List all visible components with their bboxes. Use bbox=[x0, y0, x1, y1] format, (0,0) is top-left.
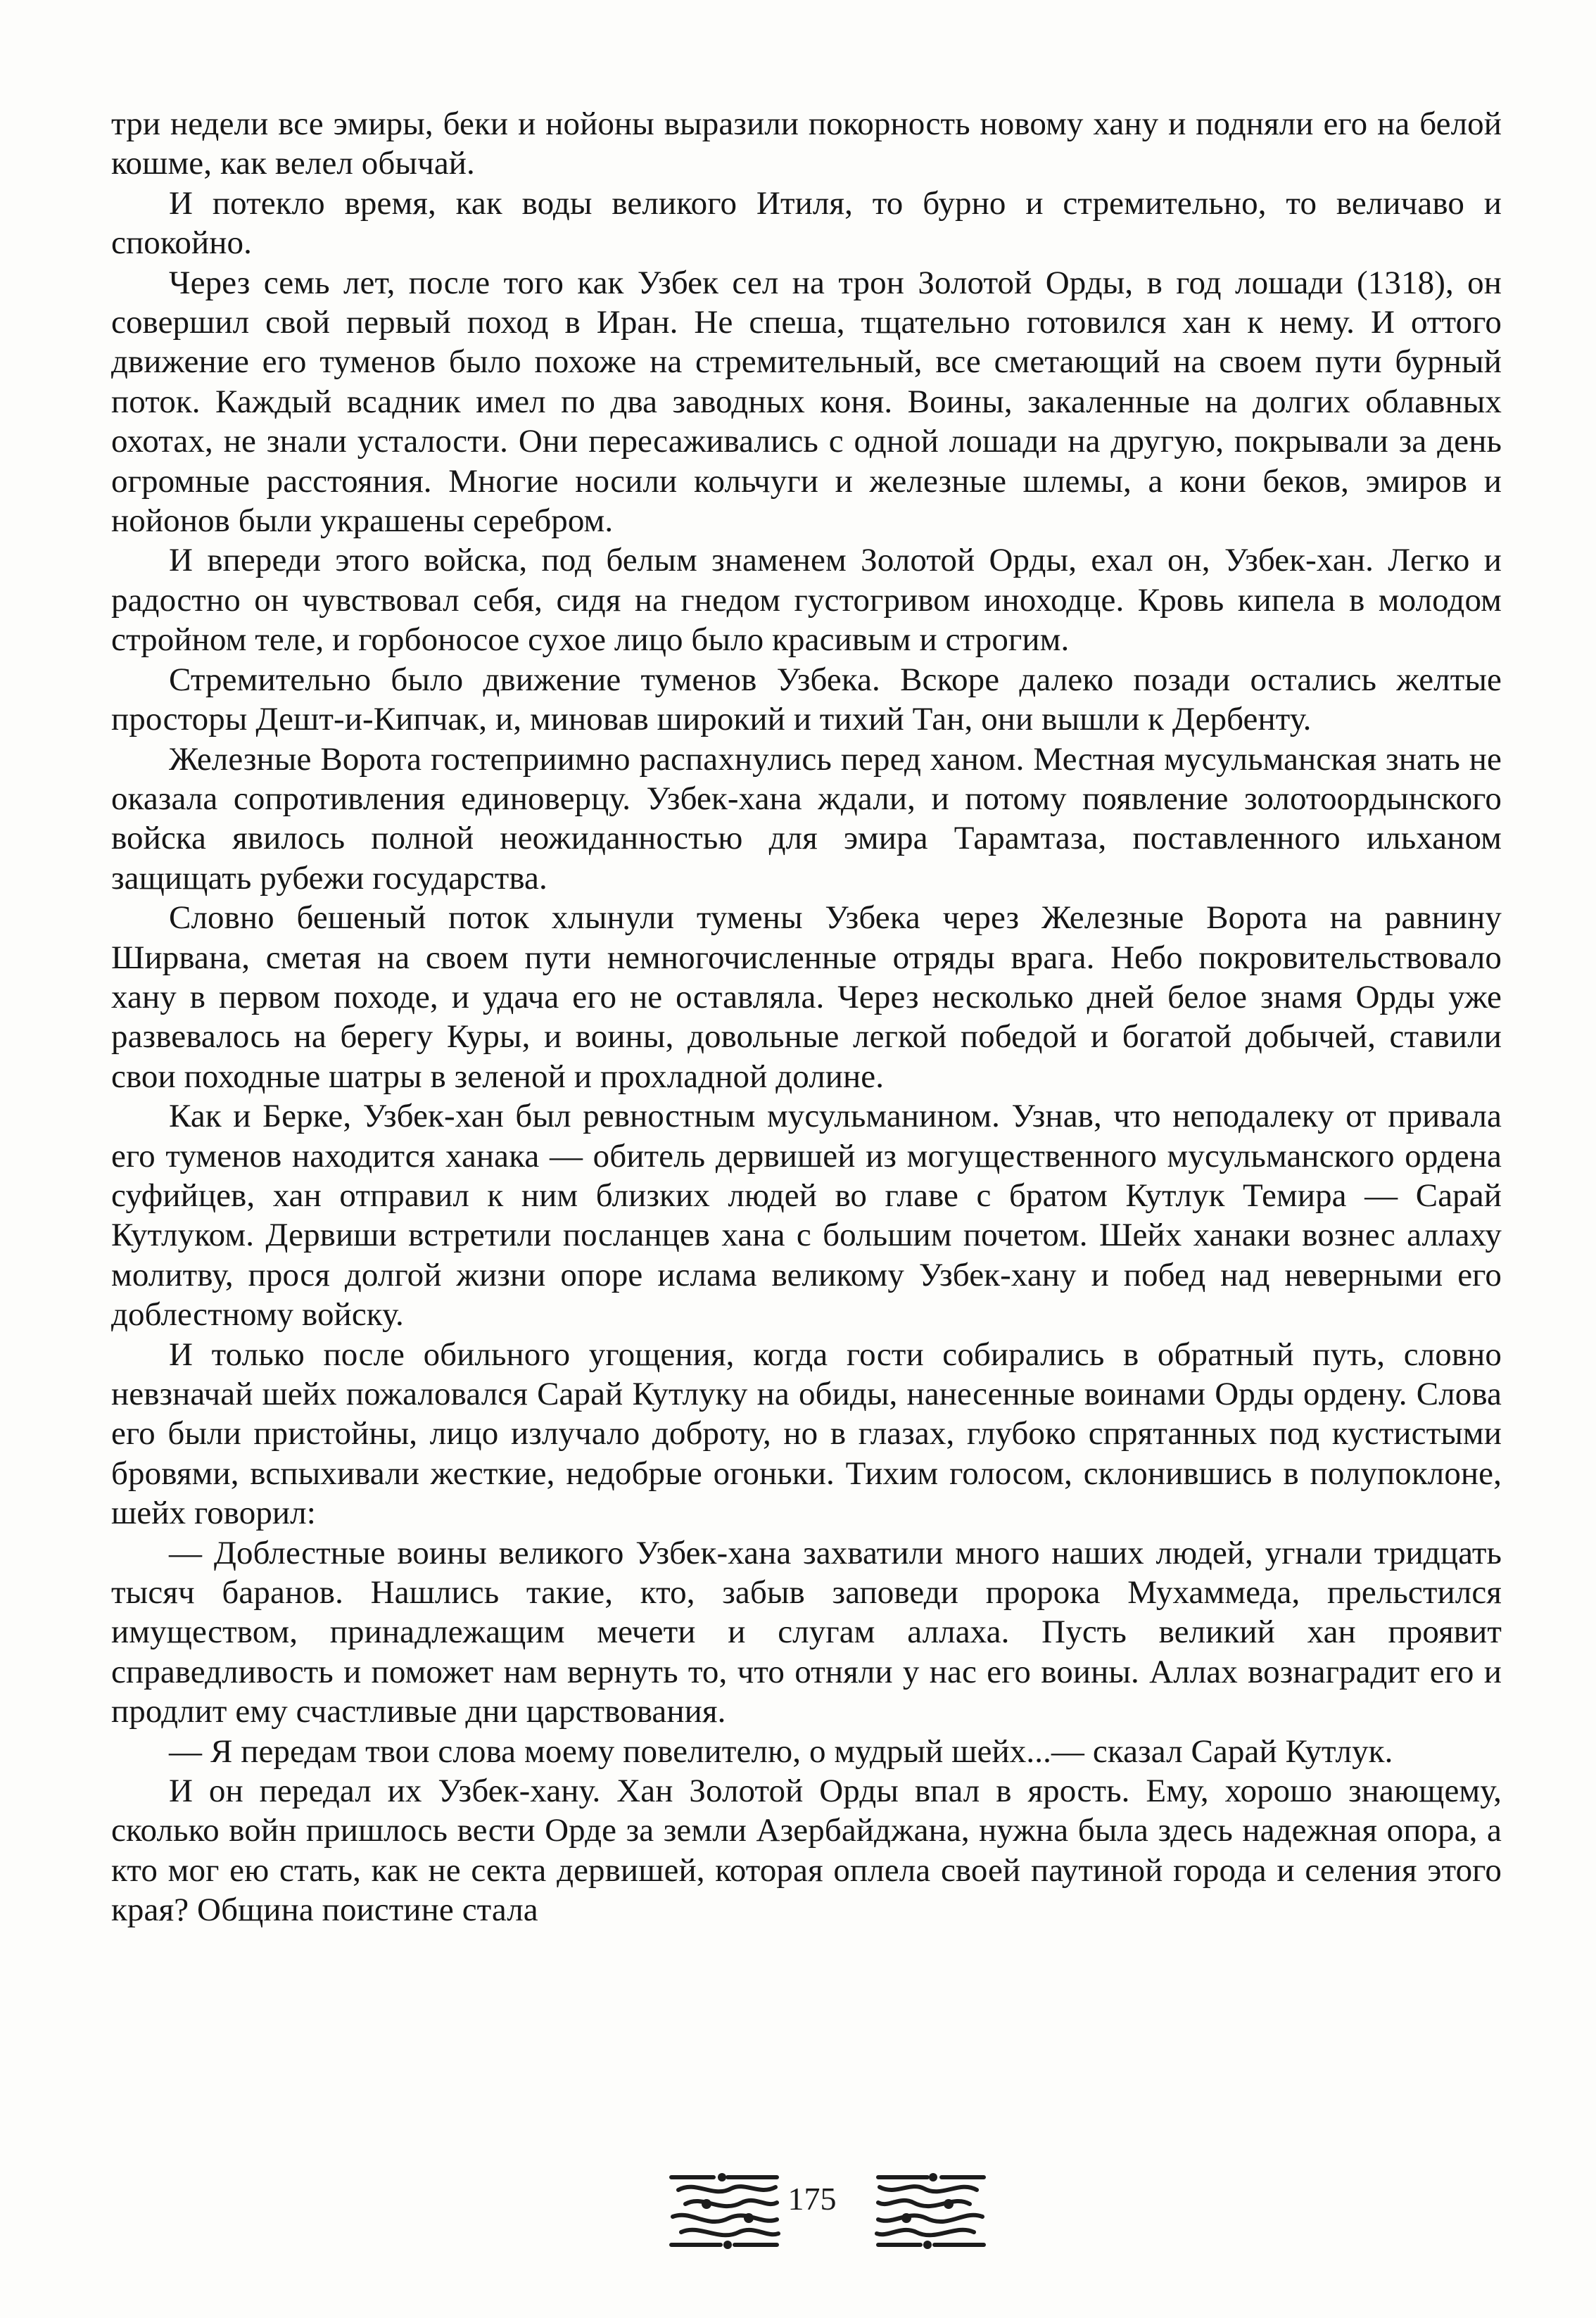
floral-ornament-icon bbox=[871, 2167, 991, 2250]
paragraph-5: Стремительно было движение туменов Узбека. Вскоре далеко позади остались желтые просторы Дешт-и-Кипчак, и, миновав широкий и тихий Тан, они вышли к Дербенту. bbox=[111, 661, 1502, 738]
paragraph-8: Как и Берке, Узбек-хан был ревностным мусульманином. Узнав, что неподалеку от привала его туменов находится ханака — обитель дервишей из могущественного мусульманского ордена суфийцев, хан отправил к ним близких людей во главе с братом Кутлук Темира — Сарай Кутлуком. Дервиши встретили посланцев хана с большим почетом. Шейх ханаки вознес аллаху молитву, прося долгой жизни опоре ислама великому Узбек-хану и побед над неверными его доблестному войску. bbox=[111, 1098, 1502, 1334]
paragraph-2: И потекло время, как воды великого Итиля, то бурно и стремительно, то величаво и спокойно. bbox=[111, 184, 1502, 262]
paragraph-6: Железные Ворота гостеприимно распахнулись перед ханом. Местная мусульманская знать не оказала сопротивления единоверцу. Узбек-хана ждали, и потому появление золотоордынского войска явилось полной неожиданностью для эмира Тарамтаза, поставленного ильханом защищать рубежи государства. bbox=[111, 740, 1502, 897]
page-number: 175 bbox=[787, 2181, 837, 2217]
paragraph-9: И только после обильного угощения, когда гости собирались в обратный путь, словно невзначай шейх пожаловался Сарай Кутлуку на обиды, нанесенные воинами Орды ордену. Слова его были пристойны, лицо излучало доброту, но в глазах, глубоко спрятанных под кустистыми бровями, вспыхивали жесткие, недобрые огоньки. Тихим голосом, склонившись в полупоклоне, шейх говорил: bbox=[111, 1336, 1502, 1532]
paragraph-1: три недели все эмиры, беки и нойоны выразили покорность новому хану и подняли его на белой кошме, как велел обычай. bbox=[111, 106, 1502, 182]
paragraph-3: Через семь лет, после того как Узбек сел на трон Золотой Орды, в год лошади (1318), он совершил свой первый поход в Иран. Не спеша, тщательно готовился хан к нему. И оттого движение его туменов было похоже на стремительный, все сметающий на своем пути бурный поток. Каждый всадник имел по два заводных коня. Воины, закаленные на долгих облавных охотах, не знали усталости. Они пересаживались с одной лошади на другую, покрывали за день огромные расстояния. Многие носили кольчуги и железные шлемы, а кони беков, эмиров и нойонов были украшены серебром. bbox=[111, 264, 1502, 540]
paragraph-11: — Я передам твои слова моему повелителю, о мудрый шейх...— сказал Сарай Кутлук. bbox=[169, 1733, 1393, 1770]
paragraph-4: И впереди этого войска, под белым знаменем Золотой Орды, ехал он, Узбек-хан. Легко и радостно он чувствовал себя, сидя на гнедом густогривом иноходце. Кровь кипела в молодом стройном теле, и горбоносое сухое лицо было красивым и строгим. bbox=[111, 542, 1502, 659]
paragraph-10: — Доблестные воины великого Узбек-хана захватили много наших людей, угнали тридцать тысяч баранов. Нашлись такие, кто, забыв заповеди пророка Мухаммеда, прельстился имуществом, принадлежащим мечети и слугам аллаха. Пусть великий хан проявит справедливость и поможет нам вернуть то, что отняли у нас его воины. Аллах вознаградит его и продлит ему счастливые дни царствования. bbox=[111, 1534, 1502, 1730]
body-text bbox=[111, 104, 1502, 1930]
page-footer bbox=[0, 2167, 1596, 2252]
paragraph-12: И он передал их Узбек-хану. Хан Золотой Орды впал в ярость. Ему, хорошо знающему, сколько войн пришлось вести Орде за земли Азербайджана, нужна была здесь надежная опора, а кто мог ею стать, как не секта дервишей, которая оплела своей паутиной города и селения этого края? Община поистине стала bbox=[111, 1773, 1502, 1929]
paragraph-7: Словно бешеный поток хлынули тумены Узбека через Железные Ворота на равнину Ширвана, сметая на своем пути немногочисленные отряды врага. Небо покровительствовало хану в первом походе, и удача его не оставляла. Через несколько дней белое знамя Орды уже развевалось на берегу Куры, и воины, довольные легкой победой и богатой добычей, ставили свои походные шатры в зеленой и прохладной долине. bbox=[111, 899, 1502, 1095]
